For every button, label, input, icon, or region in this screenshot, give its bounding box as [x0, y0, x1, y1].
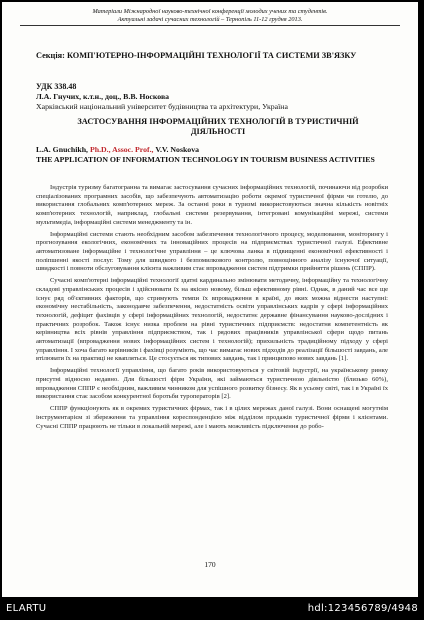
author-degree: Ph.D., Assoc. Prof., — [89, 145, 154, 154]
handle-identifier: hdl:123456789/4948 — [307, 603, 418, 614]
paragraph: СППР функціонують як в окремих туристичних фірмах, так і в цілих мережах даної галузі. Вони оснащені могутнім інструментарієм зі збереження та управління кореспонденцією між відділом продажів туристичної фірми і клієнтами. Сучасні СППР працюють не тільки в локальній мережі, але і мають можливість підключення до робо- — [36, 405, 388, 430]
conference-header-line1: Матеріали Міжнародної науково-технічної конференції молодих учених та студентів. — [92, 8, 328, 15]
paper-title-english: THE APPLICATION OF INFORMATION TECHNOLOGY IN TOURISM BUSINESS ACTIVITIES — [36, 155, 375, 164]
paragraph: Інформаційні системи стають необхідним засобом забезпечення технологічного процесу, моделювання, моніторингу і прогнозування екологічних, економічних та інноваційних процесів на підприємствах туристичної галузі. Ефективне автоматизоване інформаційне і технологічне управління – це ключова ланка в підвищенні економічної ефективності і поліпшенні якості послуг. Тому для швидкого і безпомилкового контролю, повноцінного аналізу існуючої ситуації, швидкості і повноти обслуговування клієнта важливим стає впровадження систем підтримки прийняття рішень (СППР). — [36, 230, 388, 273]
conference-header-line2: Актуальні задачі сучасних технологій – Тернопіль 11-12 грудня 2013. — [117, 16, 303, 23]
paragraph: Індустрія туризму багатогранна та вимагає застосування сучасних інформаційних технологій, починаючи від розробки спеціалізованих програмних засобів, що забезпечують автоматизацію роботи окремої туристичної фірми чи готелю, до використання глобальних комп'ютерних мереж. За останні роки в туризмі використовуються значна кількість новітніх комп'ютерних технологій, наприклад, глобальні системи резервування, інтегровані комунікаційні мережі, системи мультимедіа, інформаційні системи менеджменту та ін. — [36, 184, 388, 226]
authors-english — [36, 145, 199, 155]
author-name-2: V.V. Noskova — [155, 145, 200, 154]
paragraph: Інформаційні технології управління, що багато років використовуються у світовій індустрії, на українському ринку присутні відносно недавно. Для більшості фірм України, які займаються туристичною діяльністю (близько 60%), впровадження СППР є необхідним, важливим чинником для успішного розвитку бізнесу. Як в усьому світі, так і в Україні їх використання стає засобом конкурентної боротьби туроператорів [2]. — [36, 367, 388, 401]
udc-code: УДК 338.48 — [36, 82, 77, 91]
section-heading: Секція: КОМП'ЮТЕРНО-ІНФОРМАЦІЙНІ ТЕХНОЛОГІЇ ТА СИСТЕМИ ЗВ'ЯЗКУ — [36, 51, 357, 60]
authors-ukrainian: Л.А. Гнучих, к.т.н., доц., В.В. Носкова — [36, 92, 170, 101]
author-name-1: L.A. Gnuchikh, — [36, 145, 89, 154]
conference-header — [20, 8, 400, 26]
paragraph: Сучасні комп'ютерні інформаційні технології здатні кардинально змінювати методичну, інформаційну та технологічну складові управлінських процесів і здійснювати їх на якісно новому, більш ефективному рівні. Однак, в даний час все ще існує ряд об'єктивних факторів, що стримують темпи їх впровадження в країні, до яких можна віднести наступні: економічну нестабільність, законодавче забезпечення, недостатність освіти управлінських кадрів у сфері інформаційних технологій, дефіцит фахівців у сфері інформаційних технологій, недостатнє державне фінансування науково-дослідних і практичних розробок. Також існує низка проблем на рівні туристичних підприємств: недостатня компетентність як керівництва всіх рівнів управління підприємством, так і рядових працівників управлінської сфери щодо питань автоматизації (впровадження нових інформаційних систем і технологій); прихильність традиційному підходу у сфері управління. І хоча багато керівників і фахівці розуміють, що час вимагає нових підходів до реалізації більшості завдань, але втілювати їх на практиці не квапляться. Це стосується як типових завдань, так і принципово нових завдань [1]. — [36, 277, 388, 363]
paper-title-ukrainian: ЗАСТОСУВАННЯ ІНФОРМАЦІЙНИХ ТЕХНОЛОГІЙ В ТУРИСТИЧНІЙ ДІЯЛЬНОСТІ — [77, 117, 359, 136]
affiliation: Харківський національний університет будівництва та архітектури, Україна — [36, 102, 288, 111]
page-sheet — [2, 2, 418, 597]
repository-label: ELARTU — [6, 603, 47, 614]
body-text — [36, 184, 388, 435]
page-number: 170 — [204, 560, 216, 569]
